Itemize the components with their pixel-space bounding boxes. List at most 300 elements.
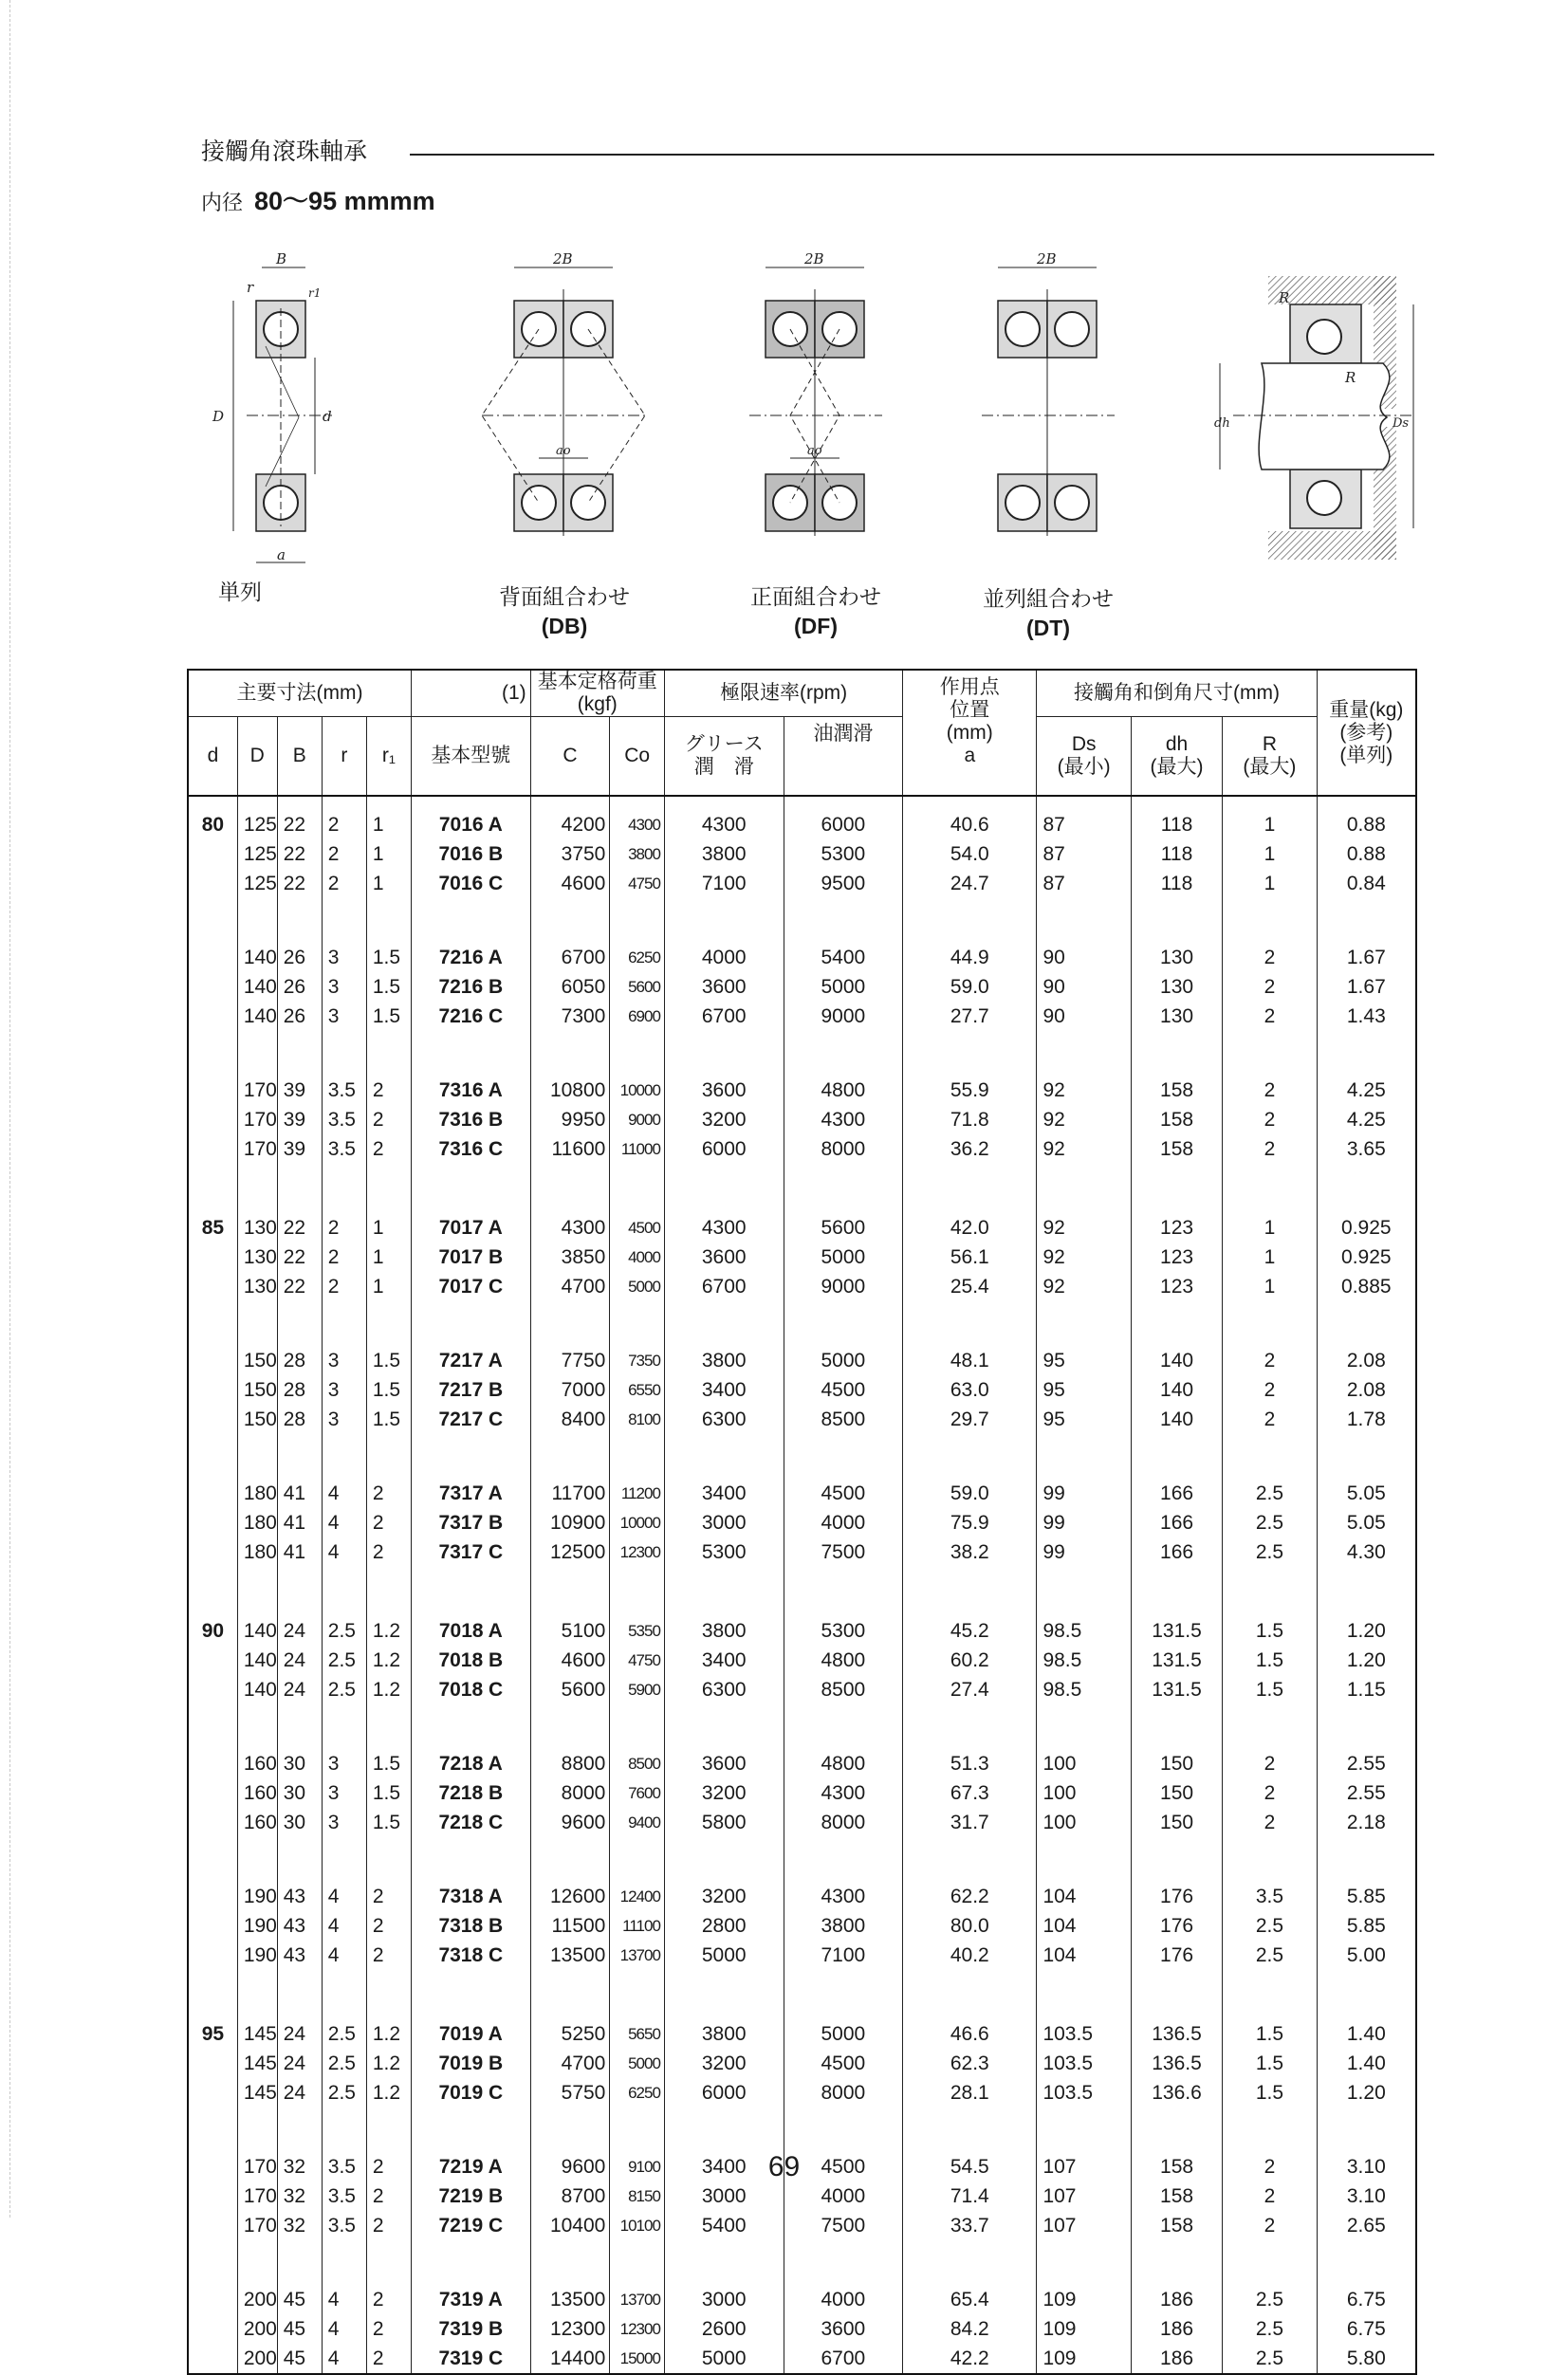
cell-Ds: 95 xyxy=(1042,1350,1065,1372)
cell-D: 190 xyxy=(243,1886,277,1907)
cell-model: 7317 B xyxy=(438,1512,504,1534)
cell-C: 12500 xyxy=(549,1541,606,1563)
table-body xyxy=(188,796,1416,2374)
cell-w: 1.78 xyxy=(1346,1408,1386,1430)
page-number: 69 xyxy=(767,2151,801,2182)
cell-oil: 3800 xyxy=(821,1915,866,1937)
cell-R: 1.5 xyxy=(1255,1679,1284,1701)
cell-D: 140 xyxy=(243,947,277,968)
cell-C: 8700 xyxy=(561,2185,606,2207)
cell-r: 3 xyxy=(327,1350,340,1372)
cell-grease: 5400 xyxy=(701,2215,747,2237)
cell-a: 27.7 xyxy=(950,1005,989,1027)
cell-a: 54.5 xyxy=(950,2156,989,2178)
cell-dh: 176 xyxy=(1160,1915,1194,1937)
cell-B: 41 xyxy=(283,1541,306,1563)
cell-oil: 7500 xyxy=(821,1541,866,1563)
cell-R: 2 xyxy=(1264,976,1276,998)
cell-Ds: 92 xyxy=(1042,1276,1065,1298)
cell-r1: 2 xyxy=(372,1512,384,1534)
cell-Co: 9000 xyxy=(628,1111,660,1129)
cell-Co: 6250 xyxy=(628,948,660,967)
cell-model: 7319 B xyxy=(438,2318,504,2340)
cell-R: 1 xyxy=(1264,843,1276,865)
col-d-cell xyxy=(188,796,237,2374)
cell-r: 2.5 xyxy=(327,2023,356,2045)
cell-D: 140 xyxy=(243,1620,277,1642)
cell-R: 2 xyxy=(1264,2185,1276,2207)
cell-a: 65.4 xyxy=(950,2289,989,2311)
caption-single-row xyxy=(218,579,332,607)
bore-size xyxy=(189,1479,237,1508)
cell-dh: 166 xyxy=(1160,1541,1194,1563)
cell-r1: 2 xyxy=(372,2215,384,2237)
col-B-cell xyxy=(277,796,322,2374)
cell-grease: 3200 xyxy=(701,1109,747,1131)
cell-Ds: 95 xyxy=(1042,1379,1065,1401)
cell-oil: 5000 xyxy=(821,1246,866,1268)
cell-Ds: 87 xyxy=(1042,873,1065,894)
cell-r: 4 xyxy=(327,2289,340,2311)
cell-Ds: 109 xyxy=(1042,2347,1077,2369)
cell-oil: 3600 xyxy=(821,2318,866,2340)
cell-C: 8800 xyxy=(561,1753,606,1775)
cell-Co: 9400 xyxy=(628,1813,660,1832)
cell-Ds: 98.5 xyxy=(1042,1620,1082,1642)
column-r1 xyxy=(367,797,411,2373)
cell-D: 200 xyxy=(243,2347,277,2369)
bore-size xyxy=(189,1808,237,1837)
cell-B: 45 xyxy=(283,2347,306,2369)
cell-R: 2 xyxy=(1264,2156,1276,2178)
header-load-rating: 基本定格荷重(kgf) xyxy=(530,670,664,717)
cell-C: 4700 xyxy=(561,2053,606,2074)
cell-R: 2 xyxy=(1264,1782,1276,1804)
cell-w: 1.43 xyxy=(1346,1005,1386,1027)
cell-a: 29.7 xyxy=(950,1408,989,1430)
col-r-cell xyxy=(322,796,366,2374)
cell-oil: 5400 xyxy=(821,947,866,968)
cell-w: 1.67 xyxy=(1346,947,1386,968)
cell-D: 125 xyxy=(243,873,277,894)
cell-C: 13500 xyxy=(549,2289,606,2311)
col-Co-cell xyxy=(610,796,665,2374)
cell-r: 3.5 xyxy=(327,2215,356,2237)
cell-grease: 3800 xyxy=(701,1350,747,1372)
cell-model: 7017 C xyxy=(438,1276,504,1298)
cell-w: 3.10 xyxy=(1346,2185,1386,2207)
cell-Ds: 92 xyxy=(1042,1079,1065,1101)
cell-r1: 1.5 xyxy=(372,976,401,998)
cell-D: 170 xyxy=(243,2215,277,2237)
cell-r1: 1 xyxy=(372,1246,384,1268)
cell-w: 4.30 xyxy=(1346,1541,1386,1563)
cell-B: 39 xyxy=(283,1109,306,1131)
cell-Ds: 103.5 xyxy=(1042,2082,1094,2104)
cell-dh: 118 xyxy=(1160,873,1193,894)
cell-B: 32 xyxy=(283,2185,306,2207)
cell-R: 1.5 xyxy=(1255,2053,1284,2074)
cell-w: 1.15 xyxy=(1346,1679,1386,1701)
cell-a: 48.1 xyxy=(950,1350,989,1372)
cell-oil: 4000 xyxy=(821,1512,866,1534)
bore-size xyxy=(189,972,237,1002)
cell-w: 0.88 xyxy=(1346,814,1386,836)
cell-r: 3.5 xyxy=(327,1109,356,1131)
cell-a: 40.2 xyxy=(950,1944,989,1966)
cell-r1: 2 xyxy=(372,1138,384,1160)
cell-D: 130 xyxy=(243,1276,277,1298)
col-B: B xyxy=(277,717,322,797)
col-oil-cell xyxy=(784,796,903,2374)
cell-oil: 4300 xyxy=(821,1886,866,1907)
cell-r: 3.5 xyxy=(327,2156,356,2178)
cell-D: 150 xyxy=(243,1379,277,1401)
cell-dh: 136.6 xyxy=(1152,2082,1202,2104)
cell-dh: 140 xyxy=(1160,1379,1194,1401)
cell-B: 24 xyxy=(283,1649,306,1671)
cell-D: 150 xyxy=(243,1408,277,1430)
cell-r1: 1.5 xyxy=(372,1408,401,1430)
cell-dh: 118 xyxy=(1160,814,1193,836)
label-Ds: Ds xyxy=(1393,416,1410,431)
cell-grease: 6300 xyxy=(701,1408,747,1430)
cell-w: 2.55 xyxy=(1346,1782,1386,1804)
cell-r1: 1.5 xyxy=(372,947,401,968)
cell-D: 160 xyxy=(243,1812,277,1833)
cell-C: 5600 xyxy=(561,1679,606,1701)
bore-size xyxy=(189,2049,237,2078)
cell-Ds: 99 xyxy=(1042,1541,1065,1563)
cell-Co: 10000 xyxy=(619,1514,660,1532)
cell-r: 2 xyxy=(327,1276,340,1298)
bore-size xyxy=(189,1076,237,1105)
cell-dh: 130 xyxy=(1160,1005,1194,1027)
cell-B: 39 xyxy=(283,1079,306,1101)
cell-dh: 150 xyxy=(1160,1753,1194,1775)
bore-range: 80～95 mmmm xyxy=(254,187,435,215)
cell-a: 55.9 xyxy=(950,1079,989,1101)
cell-D: 130 xyxy=(243,1217,277,1239)
label-d: d xyxy=(323,408,332,425)
cell-dh: 186 xyxy=(1160,2318,1194,2340)
col-dh-cell xyxy=(1131,796,1222,2374)
cell-oil: 7100 xyxy=(821,1944,866,1966)
cell-Co: 5650 xyxy=(628,2025,660,2043)
cell-dh: 140 xyxy=(1160,1350,1194,1372)
cell-Ds: 92 xyxy=(1042,1109,1065,1131)
cell-R: 2.5 xyxy=(1255,1944,1284,1966)
cell-D: 170 xyxy=(243,1138,277,1160)
cell-oil: 5000 xyxy=(821,1350,866,1372)
label-R: R xyxy=(1345,369,1356,386)
cell-dh: 150 xyxy=(1160,1812,1194,1833)
cell-Co: 11100 xyxy=(622,1917,660,1935)
cell-D: 140 xyxy=(243,1005,277,1027)
cell-w: 2.08 xyxy=(1346,1350,1386,1372)
df-diagram xyxy=(749,250,882,536)
caption-df-name: 正面組合わせ xyxy=(750,585,881,610)
cell-R: 2 xyxy=(1264,1079,1276,1101)
cell-r: 4 xyxy=(327,2318,340,2340)
cell-R: 2 xyxy=(1264,1350,1276,1372)
cell-Ds: 100 xyxy=(1042,1812,1077,1833)
cell-C: 10400 xyxy=(549,2215,606,2237)
cell-C: 10800 xyxy=(549,1079,606,1101)
cell-model: 7217 C xyxy=(438,1408,504,1430)
cell-B: 22 xyxy=(283,1276,306,1298)
cell-w: 2.18 xyxy=(1346,1812,1386,1833)
cell-dh: 131.5 xyxy=(1152,1649,1202,1671)
cell-Co: 7350 xyxy=(628,1352,660,1370)
cell-Co: 12400 xyxy=(619,1887,660,1906)
cell-grease: 5300 xyxy=(701,1541,747,1563)
cell-w: 4.25 xyxy=(1346,1079,1386,1101)
col-D-cell xyxy=(237,796,277,2374)
cell-Co: 6550 xyxy=(628,1381,660,1399)
cell-Co: 8500 xyxy=(628,1755,660,1773)
dt-diagram xyxy=(982,250,1115,536)
cell-oil: 4500 xyxy=(821,1379,866,1401)
cell-w: 2.55 xyxy=(1346,1753,1386,1775)
cell-R: 2 xyxy=(1264,1753,1276,1775)
cell-model: 7216 B xyxy=(438,976,504,998)
cell-oil: 4500 xyxy=(821,1482,866,1504)
cell-r1: 1 xyxy=(372,1217,384,1239)
cell-r1: 2 xyxy=(372,2156,384,2178)
caption-single-row-name: 単列 xyxy=(218,580,262,605)
cell-r1: 2 xyxy=(372,1109,384,1131)
cell-R: 1.5 xyxy=(1255,1620,1284,1642)
cell-oil: 5000 xyxy=(821,2023,866,2045)
col-Ds-cell xyxy=(1037,796,1131,2374)
mounting-diagram xyxy=(1214,276,1413,560)
cell-Ds: 103.5 xyxy=(1042,2053,1094,2074)
cell-Ds: 107 xyxy=(1042,2156,1077,2178)
cell-r: 2.5 xyxy=(327,1649,356,1671)
cell-D: 140 xyxy=(243,1679,277,1701)
cell-w: 0.88 xyxy=(1346,843,1386,865)
cell-r1: 1.5 xyxy=(372,1350,401,1372)
cell-C: 9600 xyxy=(561,1812,606,1833)
cell-B: 32 xyxy=(283,2215,306,2237)
cell-grease: 3600 xyxy=(701,976,747,998)
label-a: a xyxy=(277,546,286,563)
col-D: D xyxy=(237,717,277,797)
cell-C: 4600 xyxy=(561,1649,606,1671)
cell-D: 150 xyxy=(243,1350,277,1372)
cell-D: 200 xyxy=(243,2289,277,2311)
col-d: d xyxy=(188,717,237,797)
cell-dh: 158 xyxy=(1160,2156,1194,2178)
cell-a: 42.2 xyxy=(950,2347,989,2369)
cell-a: 71.8 xyxy=(950,1109,989,1131)
cell-D: 160 xyxy=(243,1782,277,1804)
cell-B: 24 xyxy=(283,2082,306,2104)
cell-B: 26 xyxy=(283,976,306,998)
cell-r1: 2 xyxy=(372,2318,384,2340)
cell-a: 24.7 xyxy=(950,873,989,894)
cell-D: 125 xyxy=(243,843,277,865)
cell-dh: 186 xyxy=(1160,2289,1194,2311)
column-B xyxy=(278,797,322,2373)
label-r1: r1 xyxy=(308,286,322,300)
cell-r1: 1.5 xyxy=(372,1812,401,1833)
cell-dh: 166 xyxy=(1160,1482,1194,1504)
cell-model: 7016 A xyxy=(438,814,503,836)
cell-w: 2.65 xyxy=(1346,2215,1386,2237)
cell-a: 75.9 xyxy=(950,1512,989,1534)
binding-margin-line xyxy=(9,0,10,2218)
bore-size xyxy=(189,2314,237,2344)
bore-size xyxy=(189,1646,237,1675)
bore-size xyxy=(189,2078,237,2108)
bore-size xyxy=(189,1537,237,1567)
cell-C: 5750 xyxy=(561,2082,606,2104)
cell-grease: 3600 xyxy=(701,1753,747,1775)
cell-Co: 7600 xyxy=(628,1784,660,1802)
cell-R: 2.5 xyxy=(1255,1482,1284,1504)
bore-size xyxy=(189,1243,237,1272)
cell-dh: 123 xyxy=(1160,1246,1194,1268)
cell-C: 9950 xyxy=(561,1109,606,1131)
cell-w: 1.20 xyxy=(1346,2082,1386,2104)
cell-a: 36.2 xyxy=(950,1138,989,1160)
cell-D: 160 xyxy=(243,1753,277,1775)
cell-oil: 4000 xyxy=(821,2185,866,2207)
cell-Ds: 99 xyxy=(1042,1512,1065,1534)
cell-B: 24 xyxy=(283,2023,306,2045)
cell-r: 2 xyxy=(327,1246,340,1268)
cell-dh: 158 xyxy=(1160,1138,1194,1160)
cell-C: 11500 xyxy=(551,1915,606,1937)
cell-w: 3.65 xyxy=(1346,1138,1386,1160)
cell-Co: 11000 xyxy=(620,1140,660,1158)
cell-Co: 4000 xyxy=(628,1248,660,1266)
cell-C: 4200 xyxy=(561,814,606,836)
cell-r: 2 xyxy=(327,814,340,836)
cell-dh: 131.5 xyxy=(1152,1679,1202,1701)
cell-grease: 2600 xyxy=(701,2318,747,2340)
column-d xyxy=(189,797,237,2373)
cell-dh: 130 xyxy=(1160,947,1194,968)
cell-w: 0.925 xyxy=(1341,1217,1392,1239)
cell-r1: 2 xyxy=(372,2185,384,2207)
cell-a: 59.0 xyxy=(950,976,989,998)
cell-R: 2 xyxy=(1264,1379,1276,1401)
cell-D: 170 xyxy=(243,1109,277,1131)
cell-Ds: 98.5 xyxy=(1042,1679,1082,1701)
cell-Ds: 87 xyxy=(1042,814,1065,836)
cell-r: 3.5 xyxy=(327,2185,356,2207)
cell-oil: 8500 xyxy=(821,1679,866,1701)
cell-r1: 2 xyxy=(372,1079,384,1101)
cell-a: 25.4 xyxy=(950,1276,989,1298)
label-ao-db: ao xyxy=(556,444,571,458)
cell-oil: 5600 xyxy=(821,1217,866,1239)
db-diagram xyxy=(482,250,645,536)
cell-dh: 136.5 xyxy=(1152,2053,1202,2074)
cell-model: 7316 B xyxy=(438,1109,504,1131)
cell-R: 3.5 xyxy=(1255,1886,1284,1907)
cell-Co: 4300 xyxy=(628,816,660,834)
cell-a: 40.6 xyxy=(950,814,989,836)
cell-a: 67.3 xyxy=(950,1782,989,1804)
cell-r1: 1.5 xyxy=(372,1379,401,1401)
cell-R: 2 xyxy=(1264,947,1276,968)
cell-model: 7318 B xyxy=(438,1915,504,1937)
cell-w: 2.08 xyxy=(1346,1379,1386,1401)
cell-R: 2 xyxy=(1264,1005,1276,1027)
cell-Ds: 104 xyxy=(1042,1915,1077,1937)
cell-a: 71.4 xyxy=(950,2185,989,2207)
cell-Ds: 92 xyxy=(1042,1138,1065,1160)
cell-grease: 3400 xyxy=(701,1649,747,1671)
cell-model: 7017 B xyxy=(438,1246,504,1268)
column-dh xyxy=(1132,797,1222,2373)
column-w xyxy=(1318,797,1415,2373)
cell-R: 2 xyxy=(1264,1812,1276,1833)
cell-model: 7318 C xyxy=(438,1944,504,1966)
cell-B: 32 xyxy=(283,2156,306,2178)
cell-model: 7016 C xyxy=(438,873,504,894)
cell-oil: 9000 xyxy=(821,1276,866,1298)
cell-r: 3.5 xyxy=(327,1138,356,1160)
cell-B: 30 xyxy=(283,1782,306,1804)
cell-Co: 5350 xyxy=(628,1622,660,1640)
cell-oil: 8000 xyxy=(821,1138,866,1160)
label-2B-df: 2B xyxy=(804,250,824,267)
bore-size: 85 xyxy=(201,1217,225,1239)
cell-grease: 5800 xyxy=(701,1812,747,1833)
cell-model: 7019 A xyxy=(438,2023,503,2045)
cell-C: 5250 xyxy=(561,2023,606,2045)
cell-model: 7218 B xyxy=(438,1782,504,1804)
cell-C: 3750 xyxy=(561,843,606,865)
cell-C: 8000 xyxy=(561,1782,606,1804)
cell-r: 2 xyxy=(327,843,340,865)
bore-size xyxy=(189,1134,237,1164)
bore-size xyxy=(189,2285,237,2314)
bore-size xyxy=(189,1508,237,1537)
cell-grease: 3200 xyxy=(701,1886,747,1907)
cell-oil: 6000 xyxy=(821,814,866,836)
bore-size xyxy=(189,1941,237,1970)
col-R-cell xyxy=(1223,796,1317,2374)
cell-grease: 6700 xyxy=(701,1276,747,1298)
cell-oil: 5300 xyxy=(821,843,866,865)
cell-D: 145 xyxy=(243,2023,277,2045)
bore-size xyxy=(189,1405,237,1434)
label-ao-df: ao xyxy=(807,444,822,458)
cell-oil: 9000 xyxy=(821,1005,866,1027)
cell-w: 1.20 xyxy=(1346,1649,1386,1671)
cell-model: 7217 B xyxy=(438,1379,504,1401)
cell-Ds: 100 xyxy=(1042,1782,1077,1804)
cell-oil: 8000 xyxy=(821,2082,866,2104)
cell-r1: 1 xyxy=(372,873,384,894)
cell-w: 5.05 xyxy=(1346,1512,1386,1534)
cell-oil: 8000 xyxy=(821,1812,866,1833)
cell-grease: 4300 xyxy=(701,814,747,836)
cell-a: 51.3 xyxy=(950,1753,989,1775)
header-contact: 接觸角和倒角尺寸(mm) xyxy=(1037,670,1317,717)
caption-dt-code: (DT) xyxy=(1026,616,1070,640)
bore-size xyxy=(189,2182,237,2211)
header-speed: 極限速率(rpm) xyxy=(664,670,902,717)
cell-r1: 1.2 xyxy=(372,1620,401,1642)
column-r xyxy=(323,797,366,2373)
